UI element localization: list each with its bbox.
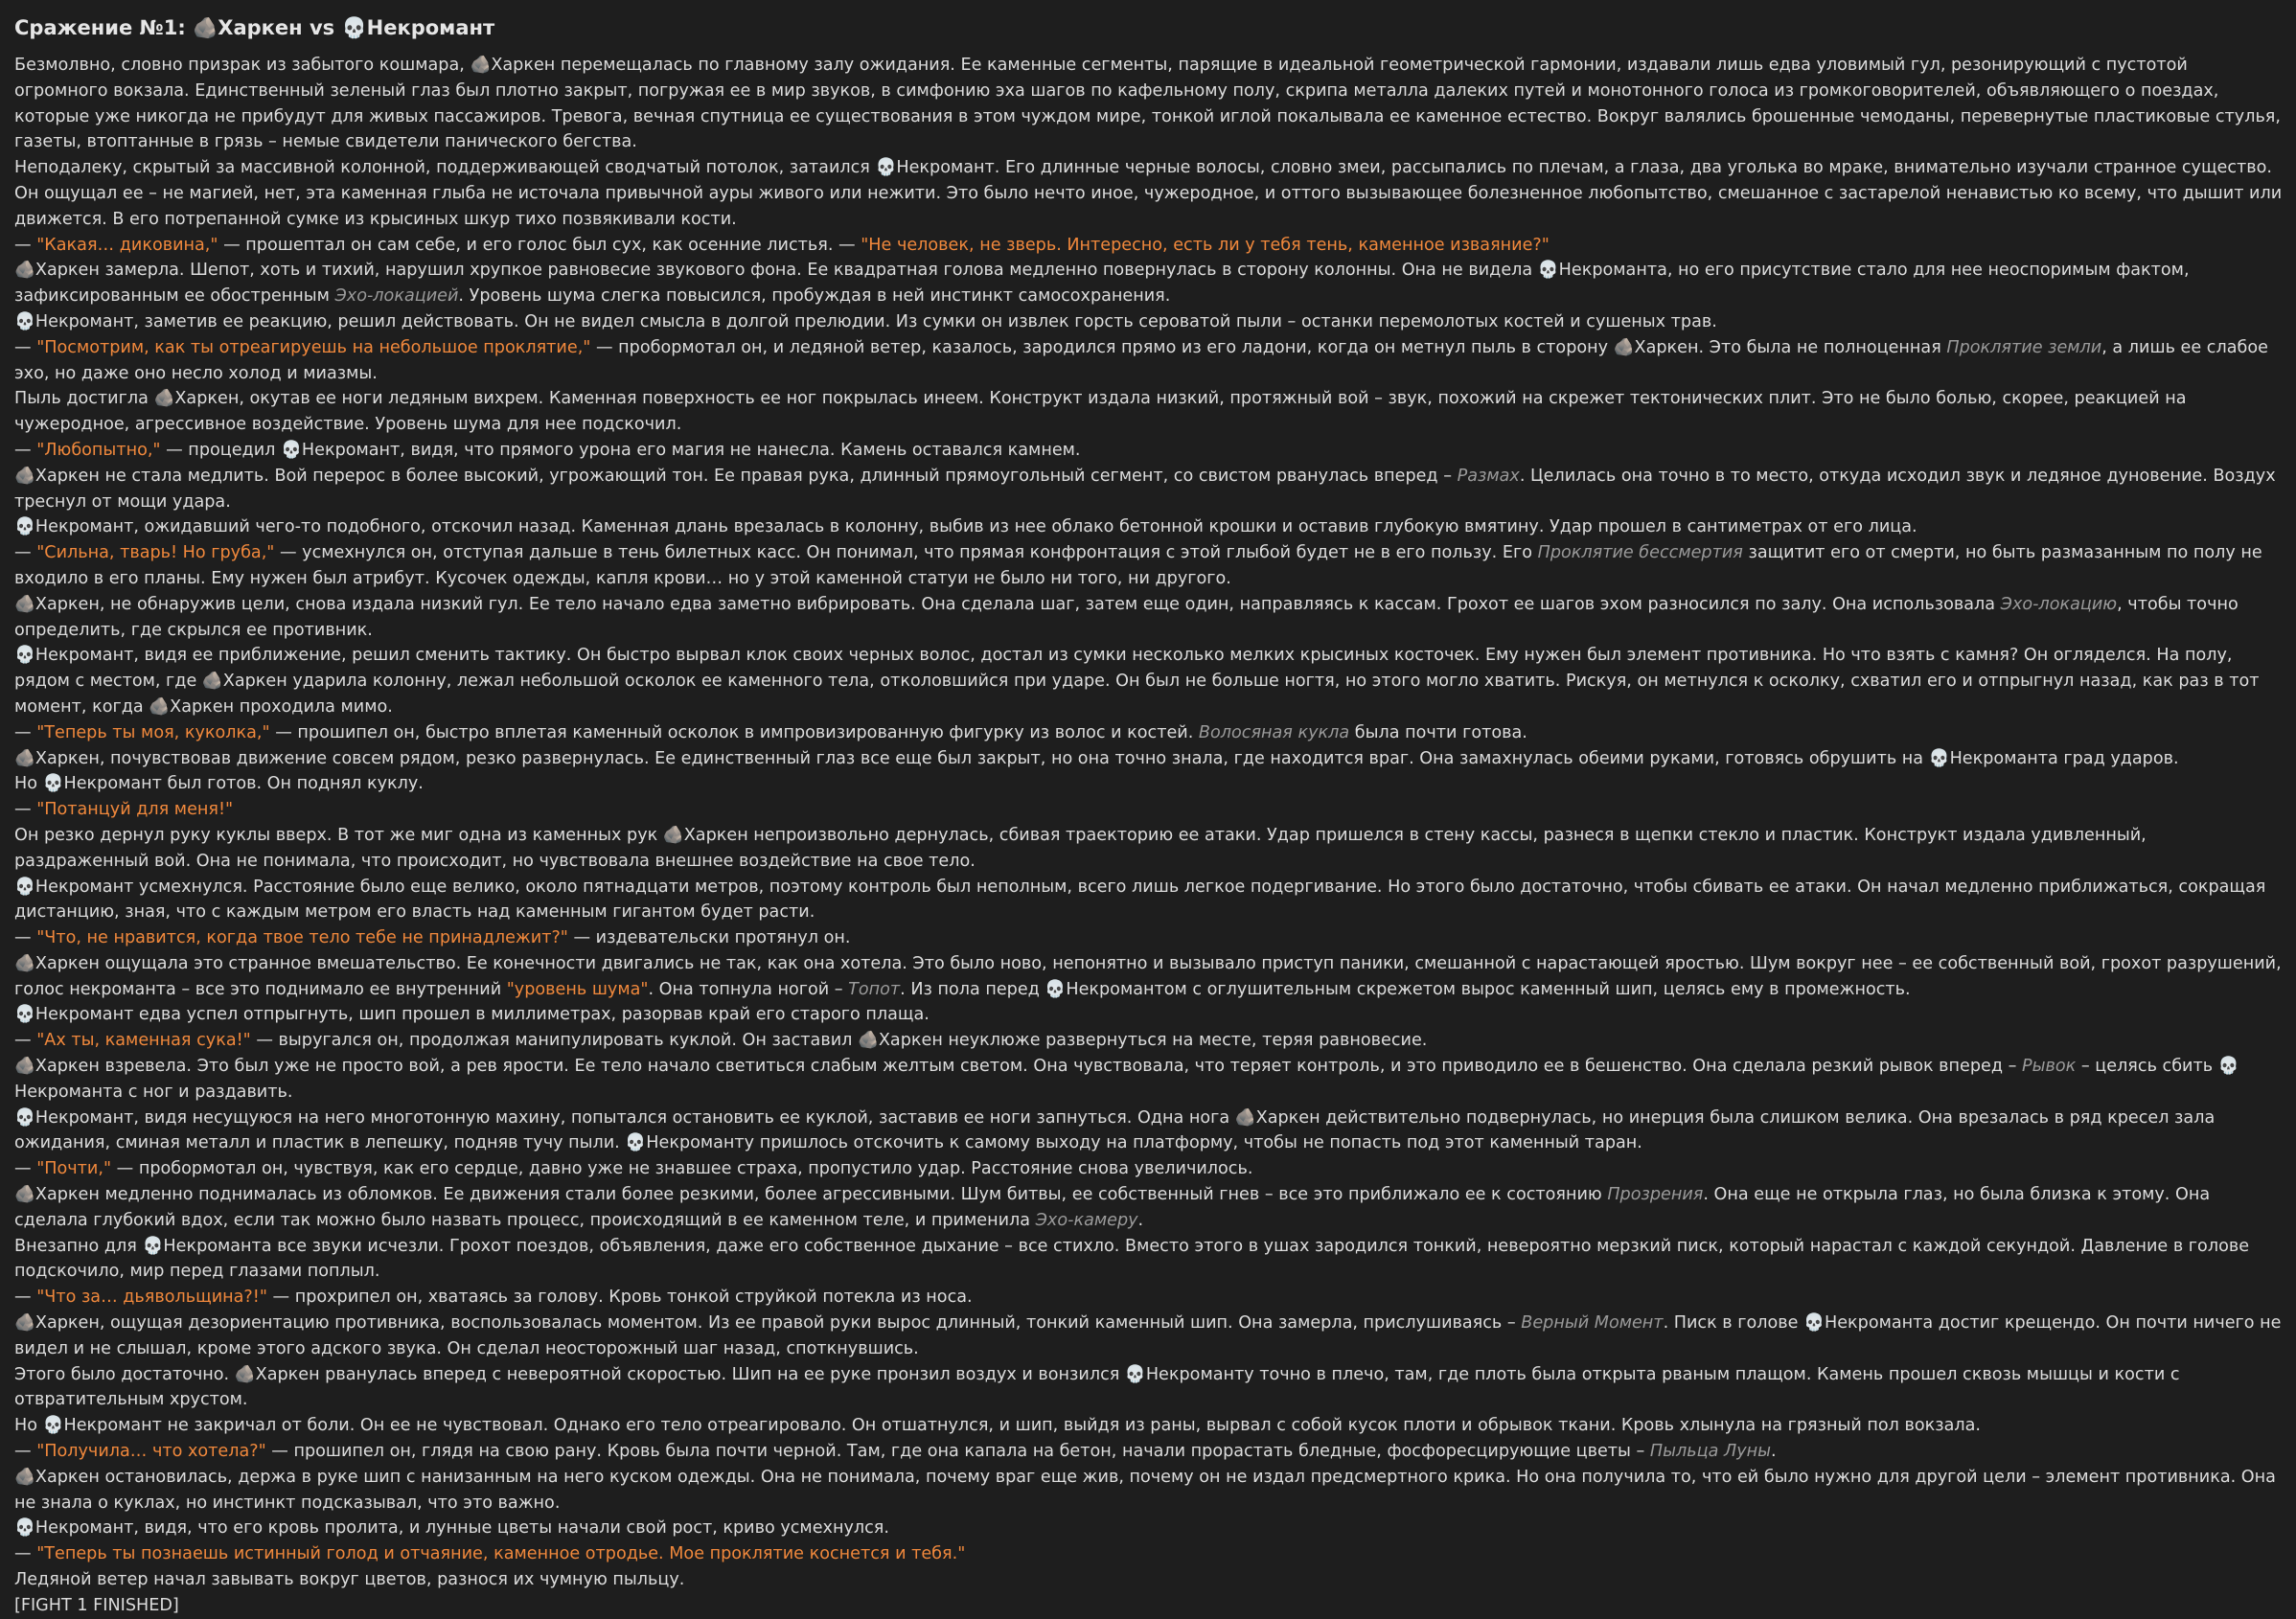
narration-text: — прохрипел он, хватаясь за голову. Кровь тонкой струйкой потекла из носа. (266, 1288, 973, 1308)
story-paragraph (14, 1285, 2283, 1311)
narration-text: — (14, 337, 37, 357)
narration-text: . (1137, 1210, 1144, 1230)
story-paragraph (14, 438, 2283, 464)
story-paragraph (14, 1567, 2283, 1593)
narration-text: 🪨Харкен замерла. Шепот, хоть и тихий, нарушил хрупкое равновесие звукового фона. Ее квадратная голова медленно повернулась в сторону колонны. Она не видела 💀Некроманта, но его присутствие стало для нее неоспоримым фактом, зафиксированным ее обостренным (14, 261, 2190, 307)
narration-text: — (14, 1159, 37, 1179)
narration-text: . Уровень шума слегка повысился, пробуждая в ней инстинкт самосохранения. (458, 286, 1171, 307)
story-paragraph (14, 53, 2283, 155)
narration-text: . (1771, 1442, 1777, 1462)
ability-name: Рывок (2022, 1057, 2077, 1077)
narration-text: — процедил 💀Некромант, видя, что прямого урона его магия не нанесла. Камень оставался камнем. (160, 440, 1081, 460)
narration-text: — (14, 800, 37, 820)
narration-text: – целясь сбить 💀Некроманта с ног и раздавить. (14, 1057, 2239, 1102)
story-paragraph (14, 309, 2283, 335)
story-paragraph (14, 823, 2283, 875)
narration-text: — пробормотал он, и ледяной ветер, казалось, зародился прямо из его ладони, когда он метнул пыль в сторону 🪨Харкен. Это была не полноценная (590, 337, 1947, 357)
narration-text: — (14, 1442, 37, 1462)
narration-text: , чтобы точно определить, где скрылся ее противник. (14, 594, 2239, 640)
narration-text: — издевательски протянул он. (567, 928, 851, 948)
ability-name: Размах (1457, 466, 1520, 486)
narration-text: Безмолвно, словно призрак из забытого кошмара, 🪨Харкен перемещалась по главному залу ожидания. Ее каменные сегменты, парящие в идеальной геометрической гармонии, издавали лишь едва уловимый гул, резонирующий с пустотой огромного вокзала. Единственный зеленый глаз был плотно закрыт, погружая ее в мир звуков, в симфонию эха шагов по кафельному полу, скрипа металла далеких путей и монотонного голоса из громкоговорителей, объявляющего о поездах, которые уже никогда не прибудут для живых пассажиров. Тревога, вечная спутница ее существования в этом чуждом мире, тонкой иглой покалывала ее каменное естество. Вокруг валялись брошенные чемоданы, перевернутые пластиковые стулья, газеты, втоптанные в грязь – немые свидетели панического бегства. (14, 56, 2281, 152)
story-paragraph (14, 797, 2283, 823)
dialogue-quote: "Ах ты, каменная сука!" (36, 1031, 251, 1051)
dialogue-quote: "Что, не нравится, когда твое тело тебе не принадлежит?" (36, 928, 568, 948)
story-paragraph (14, 1516, 2283, 1541)
ability-name: Эхо-камеру (1035, 1210, 1138, 1230)
ability-name: Топот (848, 979, 901, 999)
story-paragraph (14, 1311, 2283, 1362)
narration-text: Неподалеку, скрытый за массивной колонной, поддерживающей сводчатый потолок, затаился 💀Некромант. Его длинные черные волосы, словно змеи, рассыпались по плечам, а глаза, два уголька во мраке, внимательно изучали странное существо. Он ощущал ее – не магией, нет, эта каменная глыба не источала привычной ауры живого или нежити. Это было нечто иное, чужеродное, и оттого вызывающее болезненное любопытство, смешанное с застарелой ненавистью ко всему, что дышит или движется. В его потрепанной сумке из крысиных шкур тихо позвякивали кости. (14, 158, 2283, 229)
story-paragraph (14, 1541, 2283, 1567)
narration-text: — (14, 543, 37, 563)
narration-text: — (14, 235, 37, 255)
story-paragraph (14, 335, 2283, 387)
narration-text: — усмехнулся он, отступая дальше в тень билетных касс. Он понимал, что прямая конфронтация с этой глыбой будет не в его пользу. Его (274, 543, 1538, 563)
story-paragraph (14, 925, 2283, 951)
narration-text: Он резко дернул руку куклы вверх. В тот же миг одна из каменных рук 🪨Харкен непроизвольно дернулась, сбивая траекторию ее атаки. Удар пришелся в стену кассы, разнеся в щепки стекло и пластик. Конструкт издала удивленный, раздраженный вой. Она не понимала, что происходит, но чувствовала внешнее воздействие на свое тело. (14, 825, 2147, 871)
story-paragraph (14, 720, 2283, 746)
narration-text: защитит его от смерти, но быть размазанным по полу не входило в его планы. Ему нужен был атрибут. Кусочек одежды, капля крови… но у этой каменной статуи не было ни того, ни другого. (14, 543, 2262, 588)
narration-text: 💀Некромант, видя ее приближение, решил сменить тактику. Он быстро вырвал клок своих черных волос, достал из сумки несколько мелких крысиных косточек. Ему нужен был элемент противника. Но что взять с камня? Он огляделся. На полу, рядом с местом, где 🪨Харкен ударила колонну, лежал небольшой осколок ее каменного тела, отколовшийся при ударе. Он был не больше ногтя, но этого могло хватить. Рискуя, он метнулся к осколку, схватил его и отпрыгнул назад, как раз в тот момент, когда 🪨Харкен проходила мимо. (14, 646, 2260, 717)
narration-text: — прошипел он, быстро вплетая каменный осколок в импровизированную фигурку из волос и костей. (269, 722, 1199, 742)
ability-name: Волосяная кукла (1198, 722, 1350, 742)
narration-text: 🪨Харкен медленно поднималась из обломков. Ее движения стали более резкими, более агрессивными. Шум битвы, ее собственный гнев – все это приближало ее к состоянию (14, 1185, 1608, 1205)
dialogue-quote: "Потанцуй для меня!" (36, 800, 234, 820)
narration-text: — (14, 928, 37, 948)
dialogue-quote: "Почти," (36, 1159, 112, 1179)
narration-text: 🪨Харкен взревела. Это был уже не просто вой, а рев ярости. Ее тело начало светиться слабым желтым светом. Она чувствовала, что теряет контроль, и это приводило ее в бешенство. Она сделала резкий рывок вперед – (14, 1057, 2023, 1077)
story-paragraph (14, 1028, 2283, 1054)
story-paragraph (14, 1362, 2283, 1414)
dialogue-quote: "Получила… что хотела?" (36, 1442, 266, 1462)
story-paragraph (14, 1106, 2283, 1157)
narration-text: Этого было достаточно. 🪨Харкен рванулась вперед с невероятной скоростью. Шип на ее руке пронзил воздух и вонзился 💀Некроманту точно в плечо, там, где плоть была открыта рваным плащом. Камень прошел сквозь мышцы и кости с отвратительным хрустом. (14, 1364, 2180, 1410)
narration-text: — пробормотал он, чувствуя, как его сердце, давно уже не знавшее страха, пропустило удар. Расстояние снова увеличилось. (111, 1159, 1253, 1179)
story-paragraph (14, 746, 2283, 772)
narration-text: Пыль достигла 🪨Харкен, окутав ее ноги ледяным вихрем. Каменная поверхность ее ног покрылась инеем. Конструкт издала низкий, протяжный вой – звук, похожий на скрежет тектонических плит. Это не было болью, скорее, реакцией на чужеродное, агрессивное воздействие. Уровень шума для нее подскочил. (14, 389, 2187, 435)
story-body (14, 53, 2283, 1593)
ability-name: Эхо-локацию (2000, 594, 2118, 614)
story-paragraph (14, 464, 2283, 515)
narration-text: 🪨Харкен, ощущая дезориентацию противника, воспользовалась моментом. Из ее правой руки вырос длинный, тонкий каменный шип. Она замерла, прислушиваясь – (14, 1313, 1522, 1334)
narration-text: 🪨Харкен, почувствовав движение совсем рядом, резко развернулась. Ее единственный глаз все еще был закрыт, но она точно знала, где находится враг. Она замахнулась обеими руками, готовясь обрушить на 💀Некроманта град ударов. (14, 748, 2179, 768)
narration-text: — (14, 440, 37, 460)
ability-name: Проклятие земли (1946, 337, 2102, 357)
narration-text: 💀Некромант усмехнулся. Расстояние было еще велико, около пятнадцати метров, поэтому контроль был неполным, всего лишь легкое подергивание. Но этого было достаточно, чтобы сбивать ее атаки. Он начал медленно приближаться, сокращая дистанцию, зная, что с каждым метром его власть над каменным гигантом будет расти. (14, 877, 2266, 923)
ability-name: Пыльца Луны (1649, 1442, 1772, 1462)
story-paragraph (14, 1413, 2283, 1439)
narration-text: 🪨Харкен не стала медлить. Вой перерос в более высокий, угрожающий тон. Ее правая рука, длинный прямоугольный сегмент, со свистом рванулась вперед – (14, 466, 1458, 486)
ability-name: Проклятие бессмертия (1537, 543, 1743, 563)
narration-text: 💀Некромант, ожидавший чего-то подобного, отскочил назад. Каменная длань врезалась в колонну, выбив из нее облако бетонной крошки и оставив глубокую вмятину. Удар прошел в сантиметрах от его лица. (14, 517, 1917, 537)
narration-text: 🪨Харкен остановилась, держа в руке шип с нанизанным на него куском одежды. Она не понимала, почему враг еще жив, почему он не издал предсмертного крика. Но она получила то, что ей было нужно для другой цели – элемент противника. Она не знала о куклах, но инстинкт подсказывал, что это важно. (14, 1467, 2276, 1513)
narration-text: 💀Некромант, заметив ее реакцию, решил действовать. Он не видел смысла в долгой прелюдии. Из сумки он извлек горсть сероватой пыли – останки перемолотых костей и сушеных трав. (14, 311, 1717, 331)
narration-text: — выругался он, продолжая манипулировать куклой. Он заставил 🪨Харкен неуклюже развернуться на месте, теряя равновесие. (250, 1031, 1428, 1051)
narration-text: Ледяной ветер начал завывать вокруг цветов, разнося их чумную пыльцу. (14, 1570, 685, 1590)
story-paragraph (14, 1002, 2283, 1028)
dialogue-quote: "Теперь ты моя, куколка," (36, 722, 270, 742)
ability-name: Эхо-локацией (334, 286, 459, 307)
story-paragraph (14, 1439, 2283, 1465)
story-paragraph (14, 155, 2283, 232)
fight-finished-marker: [FIGHT 1 FINISHED] (14, 1595, 179, 1615)
dialogue-quote: "Теперь ты познаешь истинный голод и отчаяние, каменное отродье. Мое проклятие коснется и тебя." (36, 1544, 966, 1564)
narration-text: Но 💀Некромант был готов. Он поднял куклу. (14, 774, 424, 794)
dialogue-quote: "Посмотрим, как ты отреагируешь на небольшое проклятие," (36, 337, 591, 357)
narration-text: . Писк в голове 💀Некроманта достиг крещендо. Он почти ничего не видел и не слышал, кроме этого адского звука. Он сделал неосторожный шаг назад, споткнувшись. (14, 1313, 2282, 1358)
story-paragraph (14, 1054, 2283, 1106)
narration-text: . Из пола перед 💀Некромантом с оглушительным скрежетом вырос каменный шип, целясь ему в промежность. (900, 979, 1911, 999)
story-paragraph (14, 1156, 2283, 1182)
page-title: Сражение №1: 🪨Харкен vs 💀Некромант (14, 16, 495, 39)
narration-text: , а лишь ее слабое эхо, но даже оно несло холод и миазмы. (14, 337, 2268, 383)
narration-text: была почти готова. (1349, 722, 1527, 742)
narration-text: — (14, 1031, 37, 1051)
story-paragraph (14, 386, 2283, 438)
narration-text: — (14, 1544, 37, 1564)
story-paragraph (14, 258, 2283, 309)
story-paragraph (14, 233, 2283, 259)
narration-text: 💀Некромант, видя несущуюся на него многотонную махину, попытался остановить ее куклой, заставив ее ноги запнуться. Одна нога 🪨Харкен действительно подвернулась, но инерция была слишком велика. Она врезалась в ряд кресел зала ожидания, сминая металл и пластик в лепешку, подняв тучу пыли. 💀Некроманту пришлось отскочить к самому выходу на платформу, чтобы не попасть под этот каменный таран. (14, 1107, 2216, 1153)
dialogue-quote: "Какая… диковина," (36, 235, 218, 255)
narration-text: 🪨Харкен, не обнаружив цели, снова издала низкий гул. Ее тело начало едва заметно вибрировать. Она сделала шаг, затем еще один, направляясь к кассам. Грохот ее шагов эхом разносился по залу. Она использовала (14, 594, 2001, 614)
ability-name: Верный Момент (1521, 1313, 1664, 1334)
story-paragraph (14, 514, 2283, 540)
narration-text: 🪨Харкен ощущала это странное вмешательство. Ее конечности двигались не так, как она хотела. Это было ново, непонятно и вызывало приступ паники, смешанной с нарастающей яростью. Шум вокруг нее – ее собственный вой, грохот разрушений, голос некроманта – все это поднимало ее внутренний (14, 953, 2282, 999)
narration-text: . Она топнула ногой – (648, 979, 849, 999)
story-paragraph (14, 771, 2283, 797)
narration-text: — прошипел он, глядя на свою рану. Кровь была почти черной. Там, где она капала на бетон, начали прорастать бледные, фосфоресцирующие цветы – (265, 1442, 1650, 1462)
narration-text: Внезапно для 💀Некроманта все звуки исчезли. Грохот поездов, объявления, даже его собственное дыхание – все стихло. Вместо этого в ушах зародился тонкий, невероятно мерзкий писк, который нарастал с каждой секундой. Давление в голове подскочило, мир перед глазами поплыл. (14, 1236, 2250, 1282)
narration-text: . Она еще не открыла глаз, но была близка к этому. Она сделала глубокий вдох, если так можно было назвать процесс, происходящий в ее каменном теле, и применила (14, 1185, 2211, 1230)
story-paragraph (14, 1465, 2283, 1516)
story-paragraph (14, 592, 2283, 644)
narration-text: — прошептал он сам себе, и его голос был сух, как осенние листья. — (218, 235, 861, 255)
dialogue-quote: "Любопытно," (36, 440, 161, 460)
ability-name: Прозрения (1607, 1185, 1704, 1205)
dialogue-quote: "уровень шума" (506, 979, 649, 999)
narration-text: 💀Некромант, видя, что его кровь пролита, и лунные цветы начали свой рост, криво усмехнулся. (14, 1518, 889, 1539)
dialogue-quote: "Сильна, тварь! Но груба," (36, 543, 275, 563)
dialogue-quote: "Что за… дьявольщина?!" (36, 1288, 267, 1308)
story-paragraph (14, 875, 2283, 926)
narration-text: — (14, 1288, 37, 1308)
story-paragraph (14, 540, 2283, 592)
narration-text: 💀Некромант едва успел отпрыгнуть, шип прошел в миллиметрах, разорвав край его старого плаща. (14, 1005, 930, 1025)
story-paragraph (14, 1234, 2283, 1286)
story-paragraph (14, 951, 2283, 1003)
narration-text: . Целилась она точно в то место, откуда исходил звук и ледяное дуновение. Воздух треснул от мощи удара. (14, 466, 2276, 512)
story-paragraph (14, 1182, 2283, 1234)
dialogue-quote: "Не человек, не зверь. Интересно, есть ли у тебя тень, каменное изваяние?" (861, 235, 1550, 255)
narration-text: Но 💀Некромант не закричал от боли. Он ее не чувствовал. Однако его тело отреагировало. Он отшатнулся, и шип, выйдя из раны, вырвал с собой кусок плоти и обрывок ткани. Кровь хлынула на грязный пол вокзала. (14, 1416, 1981, 1436)
narration-text: — (14, 722, 37, 742)
story-paragraph (14, 643, 2283, 719)
